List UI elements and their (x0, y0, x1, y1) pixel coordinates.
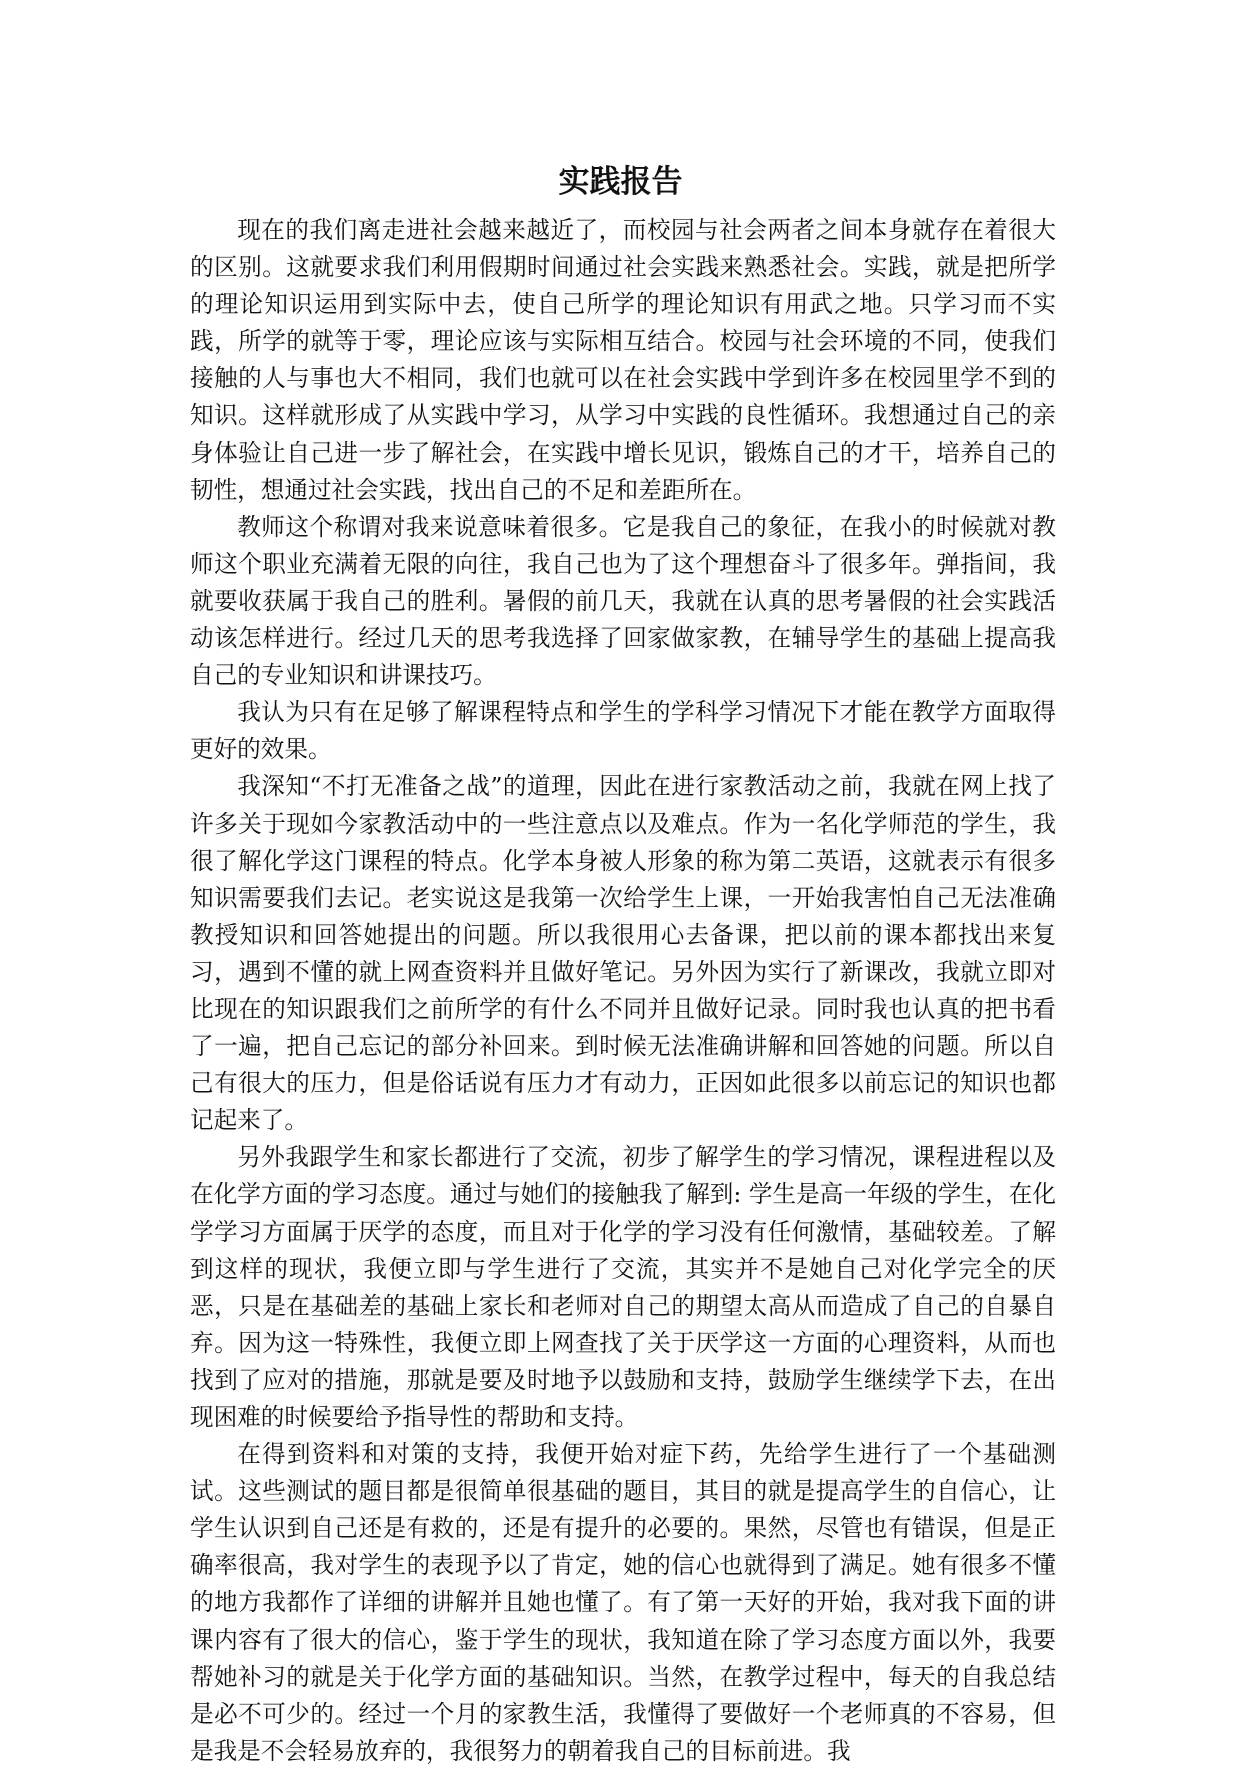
paragraph-3: 我认为只有在足够了解课程特点和学生的学科学习情况下才能在教学方面取得更好的效果。 (190, 698, 1056, 764)
document-body (190, 212, 1056, 1770)
paragraph-4: 我深知“不打无准备之战”的道理，因此在进行家教活动之前，我就在网上找了许多关于现如今家教活动中的一些注意点以及难点。作为一名化学师范的学生，我很了解化学这门课程的特点。化学本身被人形象的称为第二英语，这就表示有很多知识需要我们去记。老实说这是我第一次给学生上课，一开始我害怕自己无法准确教授知识和回答她提出的问题。所以我很用心去备课，把以前的课本都找出来复习，遇到不懂的就上网查资料并且做好笔记。另外因为实行了新课改，我就立即对比现在的知识跟我们之前所学的有什么不同并且做好记录。同时我也认真的把书看了一遍，把自己忘记的部分补回来。到时候无法准确讲解和回答她的问题。所以自己有很大的压力，但是俗话说有压力才有动力，正因如此很多以前忘记的知识也都记起来了。 (190, 772, 1056, 1135)
document-title: 实践报告 (558, 164, 683, 200)
paragraph-2: 教师这个称谓对我来说意味着很多。它是我自己的象征，在我小的时候就对教师这个职业充满着无限的向往，我自己也为了这个理想奋斗了很多年。弹指间，我就要收获属于我自己的胜利。暑假的前几天，我就在认真的思考暑假的社会实践活动该怎样进行。经过几天的思考我选择了回家做家教，在辅导学生的基础上提高我自己的专业知识和讲课技巧。 (190, 512, 1056, 690)
paragraph-5: 另外我跟学生和家长都进行了交流，初步了解学生的学习情况，课程进程以及在化学方面的学习态度。通过与她们的接触我了解到: 学生是高一年级的学生，在化学学习方面属于厌学的态度，而且对于化学的学习没有任何激情，基础较差。了解到这样的现状，我便立即与学生进行了交流，其实并不是她自己对化学完全的厌恶，只是在基础差的基础上家长和老师对自己的期望太高从而造成了自己的自暴自弃。因为这一特殊性，我便立即上网查找了关于厌学这一方面的心理资料，从而也找到了应对的措施，那就是要及时地予以鼓励和支持，鼓励学生继续学下去，在出现困难的时候要给予指导性的帮助和支持。 (190, 1143, 1056, 1431)
paragraph-1: 现在的我们离走进社会越来越近了，而校园与社会两者之间本身就存在着很大的区别。这就要求我们利用假期时间通过社会实践来熟悉社会。实践，就是把所学的理论知识运用到实际中去，使自己所学的理论知识有用武之地。只学习而不实践，所学的就等于零，理论应该与实际相互结合。校园与社会环境的不同，使我们接触的人与事也大不相同，我们也就可以在社会实践中学到许多在校园里学不到的知识。这样就形成了从实践中学习，从学习中实践的良性循环。我想通过自己的亲身体验让自己进一步了解社会，在实践中增长见识，锻炼自己的才干，培养自己的韧性，想通过社会实践，找出自己的不足和差距所在。 (190, 216, 1056, 504)
paragraph-6: 在得到资料和对策的支持，我便开始对症下药，先给学生进行了一个基础测试。这些测试的题目都是很简单很基础的题目，其目的就是提高学生的自信心，让学生认识到自己还是有救的，还是有提升的必要的。果然，尽管也有错误，但是正确率很高，我对学生的表现予以了肯定，她的信心也就得到了满足。她有很多不懂的地方我都作了详细的讲解并且她也懂了。有了第一天好的开始，我对我下面的讲课内容有了很大的信心，鉴于学生的现状，我知道在除了学习态度方面以外，我要帮她补习的就是关于化学方面的基础知识。当然，在教学过程中，每天的自我总结是必不可少的。经过一个月的家教生活，我懂得了要做好一个老师真的不容易，但是我是不会轻易放弃的，我很努力的朝着我自己的目标前进。我 (190, 1440, 1056, 1765)
